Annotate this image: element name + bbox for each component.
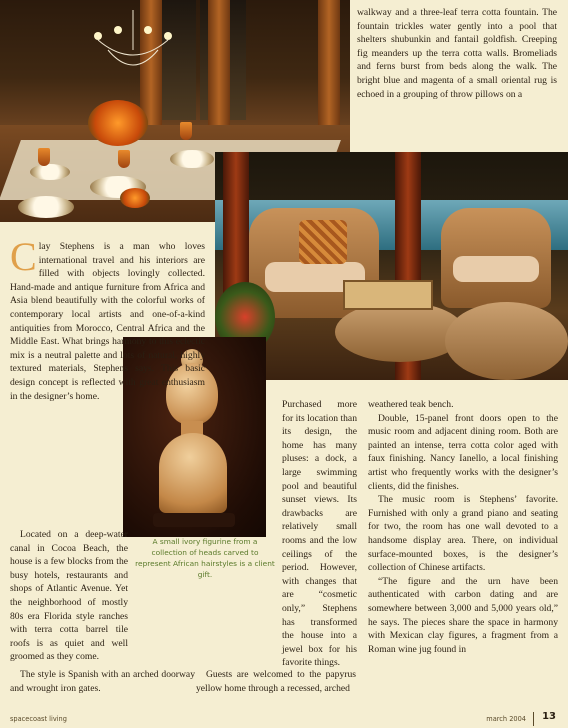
chandelier [88, 10, 178, 80]
drop-cap: C [10, 234, 37, 279]
footer-divider [533, 712, 534, 726]
wine-glass [38, 148, 50, 166]
intro-text: lay Stephens is a man who loves international travel and his interiors are filled with objects lovingly collected. Hand-made and antique furniture from Africa and Asia blend beautifully with the colorful works of contemporary local artists and one-of-a-kind antiquities from Morocco, Central Africa and the Middle East. What brings harmony to this eclectic mix is a neutral palette and lots of natural, highly textured materials, Stephens says. This basic design concept is reflected with great enthusiasm in the designer’s home. [10, 241, 205, 402]
paragraph: walkway and a three-leaf terra cotta fountain. The fountain trickles water gently into a pool that shelters shubunkin and fantail goldfish. Creeping fig meanders up the terra cotta walls. Bromeliads and ferns burst from beds along the walk. The bright blue and magenta of a small oriental rug is echoed in a grouping of throw pillows on a [357, 7, 557, 100]
article-column-top-right [357, 6, 557, 101]
wine-glass [118, 150, 130, 168]
wine-glass [180, 122, 192, 140]
page-number: 13 [542, 711, 556, 722]
article-column-right [368, 398, 558, 656]
centerpiece-flowers [88, 100, 148, 146]
intro-paragraph [10, 234, 205, 403]
wicker-lounge [445, 302, 568, 380]
chair-cushion [453, 256, 539, 282]
plate [170, 150, 214, 168]
plate [18, 196, 74, 218]
issue-date: march 2004 [486, 715, 526, 723]
paragraph: weathered teak bench. [368, 399, 454, 410]
figurine-base [153, 513, 235, 527]
paragraph: Guests are welcomed to the papyrus yellow home through a recessed, arched [196, 669, 356, 694]
paragraph: Located on a deep-water canal in Cocoa Beach, the house is a few blocks from the busy hotels, restaurants and shops of Atlantic Avenue. Yet the neighborhood of mostly 80s era Florida style ranches with terra cotta barrel tile roofs is as quiet and well groomed as they come. [10, 529, 128, 663]
page-footer [0, 706, 568, 728]
paragraph: The style is Spanish with an arched doorway and wrought iron gates. [10, 669, 195, 694]
figurine-caption: A small ivory figurine from a collection of heads carved to represent African hairstyles is a client gift. [135, 537, 275, 579]
article-column-left-bottom [10, 668, 195, 695]
figurine-bust [159, 433, 227, 513]
article-column-left [10, 234, 205, 403]
napkin-flower [120, 188, 150, 208]
throw-pillow [299, 220, 347, 264]
plate [30, 164, 70, 180]
article-column-middle [282, 398, 357, 670]
magazine-name: spacecoast living [10, 715, 67, 723]
article-column-middle-bottom [196, 668, 356, 695]
coffee-tray [343, 280, 433, 310]
paragraph: Purchased more for its location than its design, the home has many pluses: a dock, a large swimming pool and beautiful sunset views. Its drawbacks are relatively small rooms and the low ceilings of the period. However, with changes that are “cosmetic only,” Stephens has transformed the house into a jewel box for his favorite things. [282, 399, 357, 669]
paragraph: Double, 15-panel front doors open to the music room and adjacent dining room. Both are painted an intense, terra cotta color aged with faux finishing. Nancy Ianello, a local finishing artist who frequently works with the designer’s clients, did the finishes. [368, 412, 558, 492]
living-room-photo [215, 152, 568, 380]
article-column-left-lower [10, 528, 128, 664]
paragraph: “The figure and the urn have been authenticated with carbon dating and are somewhere between 3,000 and 5,000 years old,” he says. The pieces share the space in harmony with Mexican clay figures, a fragment from a Roman wine jug found in [368, 575, 558, 655]
paragraph: The music room is Stephens’ favorite. Furnished with only a grand piano and seating for two, the room has one wall devoted to a handsome display area. There, on individual surface-mounted boxes, is the designer’s collection of Chinese artifacts. [368, 494, 558, 574]
